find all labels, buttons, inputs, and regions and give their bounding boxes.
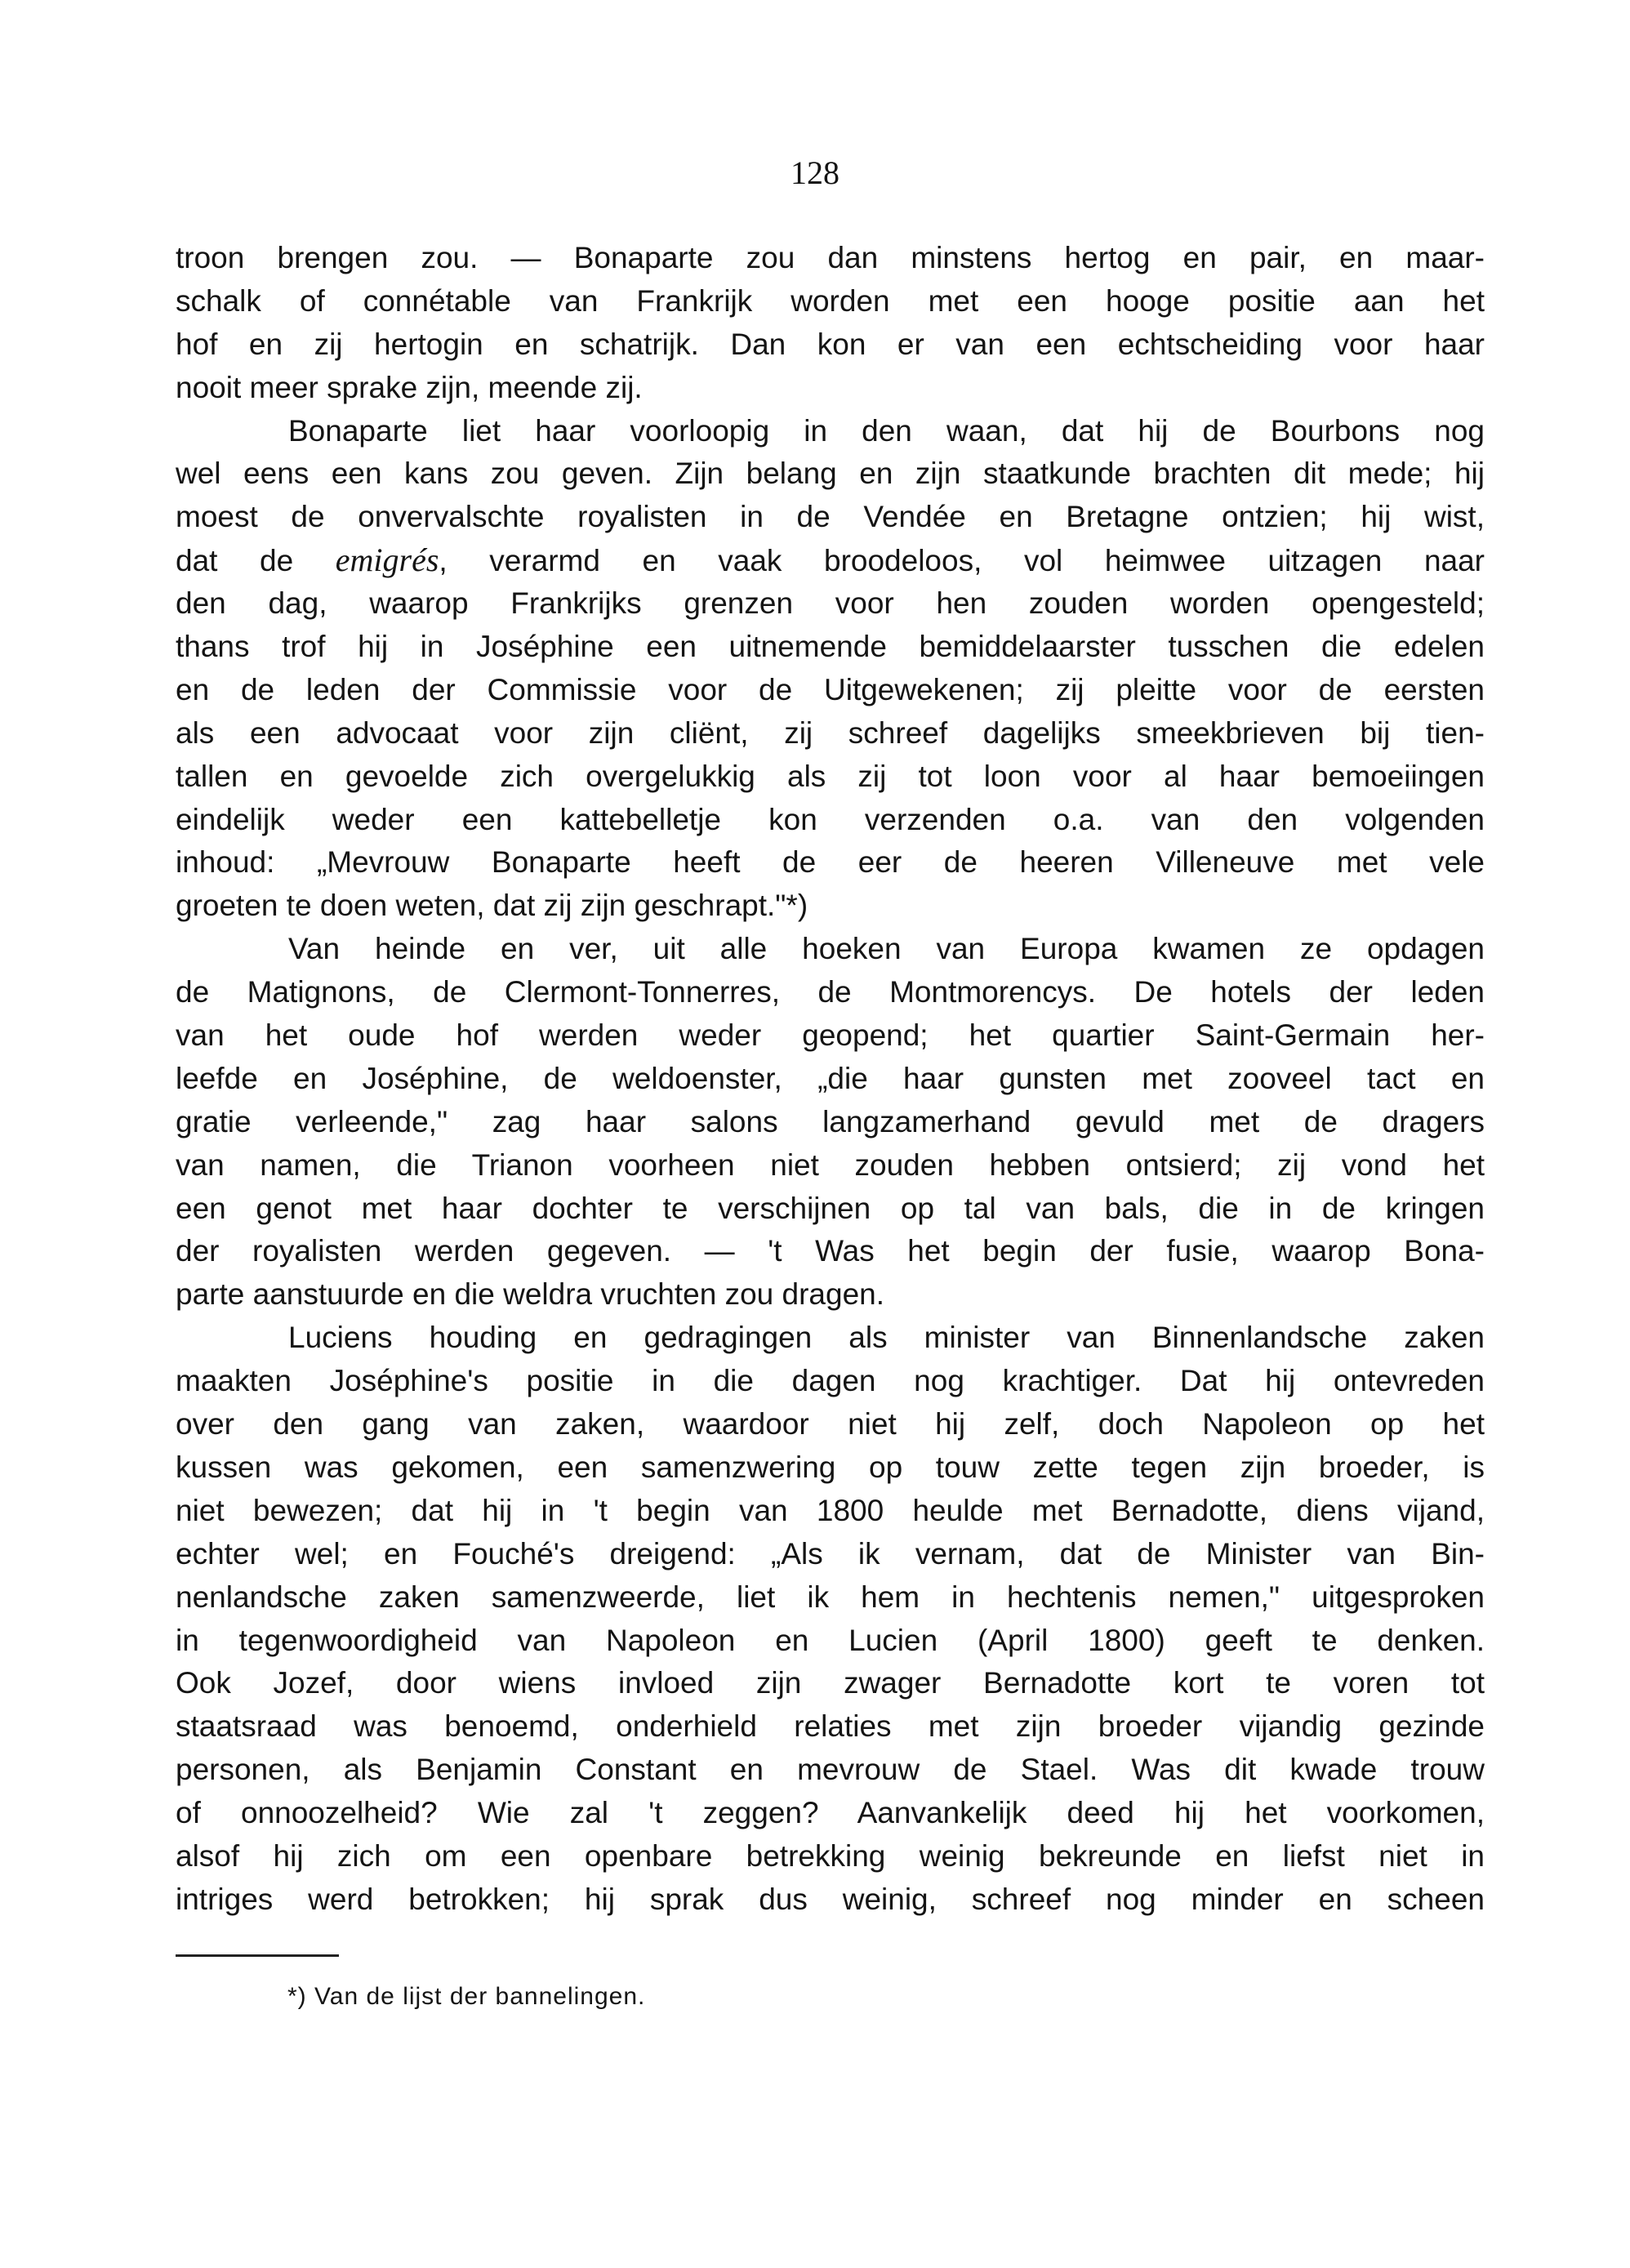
footnote: *) Van de lijst der bannelingen. — [287, 1983, 646, 2010]
text-line: in tegenwoordigheid van Napoleon en Lucien (April 1800) geeft te denken. — [176, 1623, 1485, 1657]
text-line: thans trof hij in Joséphine een uitnemende bemiddelaarster tusschen die edelen — [176, 630, 1485, 664]
text-segment: dat de — [176, 544, 336, 578]
text-line: staatsraad was benoemd, onderhield relaties met zijn broeder vijandig gezinde — [176, 1709, 1485, 1744]
text-line: Bonaparte liet haar voorloopig in den waan, dat hij de Bourbons nog — [288, 413, 1485, 448]
text-line: van het oude hof werden weder geopend; het quartier Saint-Germain her- — [176, 1018, 1485, 1053]
text-line: de Matignons, de Clermont-Tonnerres, de Montmorencys. De hotels der leden — [176, 975, 1485, 1009]
text-line: Ook Jozef, door wiens invloed zijn zwager Bernadotte kort te voren tot — [176, 1666, 1485, 1700]
text-line: inhoud: „Mevrouw Bonaparte heeft de eer de heeren Villeneuve met vele — [176, 845, 1485, 880]
text-line: groeten te doen weten, dat zij zijn geschrapt."*) — [176, 889, 808, 923]
text-line: Van heinde en ver, uit alle hoeken van Europa kwamen ze opdagen — [288, 932, 1485, 966]
text-line: van namen, die Trianon voorheen niet zouden hebben ontsierd; zij vond het — [176, 1147, 1485, 1182]
body-text — [176, 237, 1485, 1922]
text-line: intriges werd betrokken; hij sprak dus weinig, schreef nog minder en scheen — [176, 1882, 1485, 1916]
text-line: den dag, waarop Frankrijks grenzen voor hen zouden worden opengesteld; — [176, 586, 1485, 621]
text-line: of onnoozelheid? Wie zal 't zeggen? Aanvankelijk deed hij het voorkomen, — [176, 1796, 1485, 1830]
text-segment: , verarmd en vaak broodeloos, vol heimwee uitzagen naar — [439, 544, 1485, 578]
text-line: hof en zij hertogin en schatrijk. Dan kon er van een echtscheiding voor haar — [176, 327, 1485, 361]
text-line — [176, 539, 1485, 582]
text-line: niet bewezen; dat hij in 't begin van 1800 heulde met Bernadotte, diens vijand, — [176, 1493, 1485, 1527]
text-line: een genot met haar dochter te verschijnen op tal van bals, die in de kringen — [176, 1191, 1485, 1225]
text-line: leefde en Joséphine, de weldoenster, „die haar gunsten met zooveel tact en — [176, 1061, 1485, 1095]
text-line: Luciens houding en gedragingen als minister van Binnenlandsche zaken — [288, 1321, 1485, 1355]
text-line: maakten Joséphine's positie in die dagen nog krachtiger. Dat hij ontevreden — [176, 1364, 1485, 1398]
text-line: nooit meer sprake zijn, meende zij. — [176, 370, 643, 404]
footnote-divider — [176, 1954, 339, 1957]
text-line: schalk of connétable van Frankrijk worden met een hooge positie aan het — [176, 283, 1485, 318]
text-line: troon brengen zou. — Bonaparte zou dan minstens hertog en pair, en maar- — [176, 241, 1485, 274]
text-line: moest de onvervalschte royalisten in de Vendée en Bretagne ontzien; hij wist, — [176, 500, 1485, 534]
text-line: echter wel; en Fouché's dreigend: „Als ik vernam, dat de Minister van Bin- — [176, 1536, 1485, 1571]
text-line: wel eens een kans zou geven. Zijn belang en zijn staatkunde brachten dit mede; hij — [176, 457, 1485, 491]
text-line: kussen was gekomen, een samenzwering op touw zette tegen zijn broeder, is — [176, 1450, 1485, 1484]
text-line: eindelijk weder een kattebelletje kon verzenden o.a. van den volgenden — [176, 802, 1485, 836]
text-line: nenlandsche zaken samenzweerde, liet ik hem in hechtenis nemen," uitgesproken — [176, 1580, 1485, 1614]
text-line: over den gang van zaken, waardoor niet hij zelf, doch Napoleon op het — [176, 1407, 1485, 1441]
text-line: alsof hij zich om een openbare betrekking weinig bekreunde en liefst niet in — [176, 1838, 1485, 1873]
text-line: tallen en gevoelde zich overgelukkig als zij tot loon voor al haar bemoeiingen — [176, 759, 1485, 793]
italic-term: emigrés — [335, 541, 439, 579]
text-line: der royalisten werden gegeven. — 't Was het begin der fusie, waarop Bona- — [176, 1234, 1485, 1268]
text-line: als een advocaat voor zijn cliënt, zij schreef dagelijks smeekbrieven bij tien- — [176, 715, 1485, 750]
text-line: parte aanstuurde en die weldra vruchten zou dragen. — [176, 1277, 885, 1312]
text-line: personen, als Benjamin Constant en mevrouw de Stael. Was dit kwade trouw — [176, 1753, 1485, 1787]
text-line: en de leden der Commissie voor de Uitgewekenen; zij pleitte voor de eersten — [176, 672, 1485, 706]
page-number: 128 — [791, 154, 839, 191]
text-line: gratie verleende," zag haar salons langzamerhand gevuld met de dragers — [176, 1104, 1485, 1138]
